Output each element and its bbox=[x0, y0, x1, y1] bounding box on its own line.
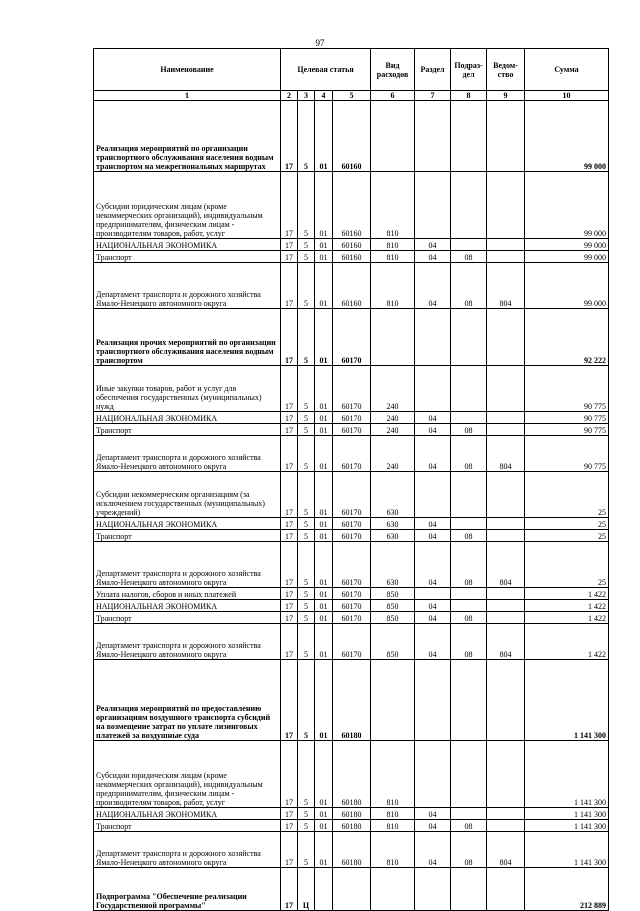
row-sum: 1 141 300 bbox=[525, 832, 609, 868]
row-code-rz: 04 bbox=[415, 518, 451, 530]
row-name: Транспорт bbox=[94, 530, 281, 542]
row-code-ved bbox=[487, 612, 525, 624]
row-code-c4: 60180 bbox=[333, 660, 371, 741]
row-code-rz: 04 bbox=[415, 263, 451, 309]
row-code-vr: 850 bbox=[371, 600, 415, 612]
row-sum: 25 bbox=[525, 472, 609, 518]
row-code-vr: 810 bbox=[371, 741, 415, 808]
row-code-rz: 04 bbox=[415, 808, 451, 820]
table-row bbox=[94, 101, 609, 172]
row-code-c2: 5 bbox=[298, 808, 315, 820]
table-row bbox=[94, 412, 609, 424]
header-sum: Сумма bbox=[525, 49, 609, 91]
row-code-c4: 60170 bbox=[333, 436, 371, 472]
row-code-ved bbox=[487, 808, 525, 820]
row-code-c1: 17 bbox=[281, 412, 298, 424]
row-code-rz: 04 bbox=[415, 424, 451, 436]
row-code-rz: 04 bbox=[415, 542, 451, 588]
row-code-c2: 5 bbox=[298, 309, 315, 366]
row-code-c4: 60170 bbox=[333, 612, 371, 624]
row-code-pr bbox=[451, 309, 487, 366]
row-code-c3: 01 bbox=[315, 472, 333, 518]
row-code-c4: 60170 bbox=[333, 588, 371, 600]
row-code-c4: 60180 bbox=[333, 820, 371, 832]
colnum: 9 bbox=[487, 91, 525, 101]
row-code-c2: 5 bbox=[298, 542, 315, 588]
row-code-c3: 01 bbox=[315, 309, 333, 366]
row-code-c4: 60160 bbox=[333, 263, 371, 309]
row-sum: 25 bbox=[525, 518, 609, 530]
row-code-c3: 01 bbox=[315, 366, 333, 412]
row-code-c3 bbox=[315, 868, 333, 911]
table-row bbox=[94, 588, 609, 600]
row-code-c1: 17 bbox=[281, 612, 298, 624]
table-row bbox=[94, 366, 609, 412]
row-code-pr bbox=[451, 808, 487, 820]
header-dept: Ведом-ство bbox=[487, 49, 525, 91]
row-code-ved bbox=[487, 660, 525, 741]
row-code-c4: 60160 bbox=[333, 101, 371, 172]
row-code-c3: 01 bbox=[315, 624, 333, 660]
row-code-c2: 5 bbox=[298, 366, 315, 412]
colnum: 1 bbox=[94, 91, 281, 101]
row-code-vr: 240 bbox=[371, 436, 415, 472]
row-code-ved bbox=[487, 518, 525, 530]
row-code-rz: 04 bbox=[415, 436, 451, 472]
row-code-c3: 01 bbox=[315, 263, 333, 309]
row-sum: 25 bbox=[525, 530, 609, 542]
row-code-pr: 08 bbox=[451, 820, 487, 832]
row-name: Уплата налогов, сборов и иных платежей bbox=[94, 588, 281, 600]
row-code-c1: 17 bbox=[281, 251, 298, 263]
table-row bbox=[94, 808, 609, 820]
column-number-row bbox=[94, 91, 609, 101]
row-code-c1: 17 bbox=[281, 263, 298, 309]
header-name: Наименование bbox=[94, 49, 281, 91]
row-code-c2: 5 bbox=[298, 832, 315, 868]
table-row bbox=[94, 741, 609, 808]
table-row bbox=[94, 424, 609, 436]
row-code-ved bbox=[487, 309, 525, 366]
colnum: 5 bbox=[333, 91, 371, 101]
row-code-vr: 630 bbox=[371, 518, 415, 530]
row-code-c2: 5 bbox=[298, 239, 315, 251]
row-code-rz bbox=[415, 309, 451, 366]
header-exp-type: Вид расходов bbox=[371, 49, 415, 91]
row-code-vr: 810 bbox=[371, 251, 415, 263]
row-code-c1: 17 bbox=[281, 820, 298, 832]
header-target: Целевая статья bbox=[281, 49, 371, 91]
row-name: НАЦИОНАЛЬНАЯ ЭКОНОМИКА bbox=[94, 239, 281, 251]
row-code-c1: 17 bbox=[281, 309, 298, 366]
table-row bbox=[94, 832, 609, 868]
table-row bbox=[94, 472, 609, 518]
row-code-c1: 17 bbox=[281, 868, 298, 911]
row-code-vr: 240 bbox=[371, 412, 415, 424]
row-code-ved bbox=[487, 412, 525, 424]
row-code-rz: 04 bbox=[415, 239, 451, 251]
colnum: 10 bbox=[525, 91, 609, 101]
row-code-rz: 04 bbox=[415, 251, 451, 263]
row-code-rz bbox=[415, 868, 451, 911]
row-code-rz bbox=[415, 588, 451, 600]
row-code-c1: 17 bbox=[281, 624, 298, 660]
row-code-c4: 60170 bbox=[333, 412, 371, 424]
row-code-c3: 01 bbox=[315, 808, 333, 820]
row-name: Субсидии юридическим лицам (кроме некоммерческих организаций), индивидуальным предпринимателям, физическим лицам - производителям товаров, работ, услуг bbox=[94, 741, 281, 808]
row-code-rz bbox=[415, 660, 451, 741]
row-code-c3: 01 bbox=[315, 239, 333, 251]
row-code-ved: 804 bbox=[487, 436, 525, 472]
row-code-c4: 60160 bbox=[333, 251, 371, 263]
row-code-c3: 01 bbox=[315, 101, 333, 172]
row-code-c1: 17 bbox=[281, 530, 298, 542]
row-name: Транспорт bbox=[94, 424, 281, 436]
row-code-c1: 17 bbox=[281, 366, 298, 412]
colnum: 6 bbox=[371, 91, 415, 101]
row-code-c2: 5 bbox=[298, 600, 315, 612]
row-code-vr bbox=[371, 101, 415, 172]
row-code-vr: 810 bbox=[371, 820, 415, 832]
table-row bbox=[94, 542, 609, 588]
row-code-ved: 804 bbox=[487, 542, 525, 588]
colnum: 3 bbox=[298, 91, 315, 101]
row-code-c1: 17 bbox=[281, 588, 298, 600]
row-code-rz: 04 bbox=[415, 820, 451, 832]
row-code-ved bbox=[487, 600, 525, 612]
table-row bbox=[94, 600, 609, 612]
row-code-c4: 60170 bbox=[333, 366, 371, 412]
row-code-vr: 810 bbox=[371, 808, 415, 820]
table-row bbox=[94, 239, 609, 251]
row-code-c1: 17 bbox=[281, 660, 298, 741]
row-code-pr bbox=[451, 366, 487, 412]
row-code-c1: 17 bbox=[281, 808, 298, 820]
row-name: Реализация прочих мероприятий по организации транспортного обслуживания населения водным транспортом bbox=[94, 309, 281, 366]
row-code-pr: 08 bbox=[451, 832, 487, 868]
row-code-ved: 804 bbox=[487, 263, 525, 309]
colnum: 8 bbox=[451, 91, 487, 101]
row-code-rz: 04 bbox=[415, 624, 451, 660]
row-code-vr: 240 bbox=[371, 424, 415, 436]
row-code-c3: 01 bbox=[315, 412, 333, 424]
row-code-c3: 01 bbox=[315, 832, 333, 868]
row-code-ved bbox=[487, 101, 525, 172]
row-code-ved bbox=[487, 251, 525, 263]
table-row bbox=[94, 530, 609, 542]
table-row bbox=[94, 660, 609, 741]
row-code-pr bbox=[451, 588, 487, 600]
row-code-c2: 5 bbox=[298, 820, 315, 832]
row-code-vr: 850 bbox=[371, 624, 415, 660]
colnum: 2 bbox=[281, 91, 298, 101]
row-code-c2: 5 bbox=[298, 588, 315, 600]
row-code-vr bbox=[371, 309, 415, 366]
row-name: Подпрограмма "Обеспечение реализации Государственной программы" bbox=[94, 868, 281, 911]
row-code-c3: 01 bbox=[315, 542, 333, 588]
row-name: Транспорт bbox=[94, 251, 281, 263]
row-code-c1: 17 bbox=[281, 518, 298, 530]
row-sum: 90 775 bbox=[525, 424, 609, 436]
row-code-c4: 60180 bbox=[333, 741, 371, 808]
row-sum: 92 222 bbox=[525, 309, 609, 366]
row-sum: 90 775 bbox=[525, 412, 609, 424]
row-code-c1: 17 bbox=[281, 424, 298, 436]
row-name: Транспорт bbox=[94, 820, 281, 832]
row-sum: 1 141 300 bbox=[525, 660, 609, 741]
row-code-rz bbox=[415, 366, 451, 412]
row-sum: 1 422 bbox=[525, 624, 609, 660]
row-code-ved: 804 bbox=[487, 832, 525, 868]
row-code-ved bbox=[487, 741, 525, 808]
row-name: Департамент транспорта и дорожного хозяйства Ямало-Ненецкого автономного округа bbox=[94, 436, 281, 472]
row-code-c1: 17 bbox=[281, 741, 298, 808]
table-row bbox=[94, 172, 609, 239]
table-row bbox=[94, 612, 609, 624]
row-code-rz bbox=[415, 472, 451, 518]
row-code-vr: 630 bbox=[371, 472, 415, 518]
row-code-c1: 17 bbox=[281, 542, 298, 588]
table-row bbox=[94, 263, 609, 309]
row-code-vr: 810 bbox=[371, 239, 415, 251]
table-row bbox=[94, 251, 609, 263]
row-name: НАЦИОНАЛЬНАЯ ЭКОНОМИКА bbox=[94, 600, 281, 612]
row-code-c4: 60180 bbox=[333, 832, 371, 868]
row-name: НАЦИОНАЛЬНАЯ ЭКОНОМИКА bbox=[94, 808, 281, 820]
row-code-c2: 5 bbox=[298, 624, 315, 660]
row-code-pr: 08 bbox=[451, 263, 487, 309]
page-number: 97 bbox=[315, 38, 325, 48]
row-code-vr bbox=[371, 868, 415, 911]
row-code-pr: 08 bbox=[451, 530, 487, 542]
row-name: Субсидии некоммерческим организациям (за исключением государственных (муниципальных) учреждений) bbox=[94, 472, 281, 518]
row-code-c2: 5 bbox=[298, 101, 315, 172]
row-name: НАЦИОНАЛЬНАЯ ЭКОНОМИКА bbox=[94, 518, 281, 530]
colnum: 4 bbox=[315, 91, 333, 101]
row-sum: 90 775 bbox=[525, 436, 609, 472]
row-name: Департамент транспорта и дорожного хозяйства Ямало-Ненецкого автономного округа bbox=[94, 832, 281, 868]
row-code-c2: 5 bbox=[298, 612, 315, 624]
row-code-c2: 5 bbox=[298, 412, 315, 424]
row-code-c4: 60170 bbox=[333, 424, 371, 436]
row-code-c1: 17 bbox=[281, 436, 298, 472]
row-code-pr bbox=[451, 600, 487, 612]
row-code-pr: 08 bbox=[451, 424, 487, 436]
row-sum: 99 000 bbox=[525, 172, 609, 239]
row-code-pr: 08 bbox=[451, 612, 487, 624]
row-code-c1: 17 bbox=[281, 101, 298, 172]
row-code-pr bbox=[451, 868, 487, 911]
row-code-c3: 01 bbox=[315, 424, 333, 436]
row-sum: 1 141 300 bbox=[525, 808, 609, 820]
row-name: Департамент транспорта и дорожного хозяйства Ямало-Ненецкого автономного округа bbox=[94, 624, 281, 660]
row-code-c4: 60170 bbox=[333, 472, 371, 518]
row-code-vr: 850 bbox=[371, 588, 415, 600]
row-code-c3: 01 bbox=[315, 600, 333, 612]
row-code-c4: 60170 bbox=[333, 518, 371, 530]
row-code-c4: 60170 bbox=[333, 542, 371, 588]
row-code-pr: 08 bbox=[451, 624, 487, 660]
row-code-ved bbox=[487, 366, 525, 412]
row-sum: 1 141 300 bbox=[525, 820, 609, 832]
row-code-pr bbox=[451, 472, 487, 518]
row-code-c2: 5 bbox=[298, 518, 315, 530]
row-code-c4 bbox=[333, 868, 371, 911]
row-code-pr bbox=[451, 741, 487, 808]
row-code-c4: 60170 bbox=[333, 624, 371, 660]
table-row bbox=[94, 868, 609, 911]
row-code-c2: Ц bbox=[298, 868, 315, 911]
row-name: Реализация мероприятий по предоставлению организациям воздушного транспорта субсидий на возмещение затрат по уплате лизинговых платежей за воздушные суда bbox=[94, 660, 281, 741]
header-row bbox=[94, 49, 609, 91]
budget-table bbox=[93, 48, 609, 911]
row-code-vr: 240 bbox=[371, 366, 415, 412]
row-code-vr: 810 bbox=[371, 172, 415, 239]
row-code-c2: 5 bbox=[298, 472, 315, 518]
row-code-rz: 04 bbox=[415, 832, 451, 868]
row-code-c4: 60170 bbox=[333, 530, 371, 542]
row-code-vr: 810 bbox=[371, 832, 415, 868]
row-code-c3: 01 bbox=[315, 518, 333, 530]
row-code-vr bbox=[371, 660, 415, 741]
header-subsection: Подраз-дел bbox=[451, 49, 487, 91]
table-body bbox=[94, 101, 609, 911]
row-code-c1: 17 bbox=[281, 832, 298, 868]
row-sum: 99 000 bbox=[525, 251, 609, 263]
row-code-ved bbox=[487, 868, 525, 911]
row-code-ved bbox=[487, 820, 525, 832]
row-sum: 212 889 bbox=[525, 868, 609, 911]
row-code-c3: 01 bbox=[315, 530, 333, 542]
row-code-rz: 04 bbox=[415, 412, 451, 424]
row-sum: 1 422 bbox=[525, 588, 609, 600]
row-code-rz: 04 bbox=[415, 600, 451, 612]
row-code-c1: 17 bbox=[281, 472, 298, 518]
row-code-c1: 17 bbox=[281, 600, 298, 612]
row-name: Субсидии юридическим лицам (кроме некоммерческих организаций), индивидуальным предпринимателям, физическим лицам - производителям товаров, работ, услуг bbox=[94, 172, 281, 239]
row-code-c4: 60160 bbox=[333, 172, 371, 239]
row-code-vr: 630 bbox=[371, 530, 415, 542]
row-sum: 90 775 bbox=[525, 366, 609, 412]
row-code-rz bbox=[415, 172, 451, 239]
table-row bbox=[94, 820, 609, 832]
row-sum: 99 000 bbox=[525, 263, 609, 309]
row-code-c2: 5 bbox=[298, 251, 315, 263]
row-code-c3: 01 bbox=[315, 612, 333, 624]
row-code-rz bbox=[415, 741, 451, 808]
row-name: Реализация мероприятий по организации транспортного обслуживания населения водным транспортом на межрегиональных маршрутах bbox=[94, 101, 281, 172]
row-sum: 99 000 bbox=[525, 239, 609, 251]
table-row bbox=[94, 436, 609, 472]
table-row bbox=[94, 624, 609, 660]
row-code-pr: 08 bbox=[451, 542, 487, 588]
row-code-ved: 804 bbox=[487, 624, 525, 660]
row-code-c2: 5 bbox=[298, 424, 315, 436]
row-code-ved bbox=[487, 588, 525, 600]
row-code-c2: 5 bbox=[298, 263, 315, 309]
row-code-c1: 17 bbox=[281, 239, 298, 251]
row-code-pr bbox=[451, 101, 487, 172]
row-code-vr: 810 bbox=[371, 263, 415, 309]
row-code-c3: 01 bbox=[315, 251, 333, 263]
row-code-ved bbox=[487, 530, 525, 542]
row-code-c2: 5 bbox=[298, 741, 315, 808]
row-sum: 25 bbox=[525, 542, 609, 588]
row-code-pr: 08 bbox=[451, 436, 487, 472]
row-name: Транспорт bbox=[94, 612, 281, 624]
row-code-pr bbox=[451, 172, 487, 239]
row-code-ved bbox=[487, 472, 525, 518]
row-code-c2: 5 bbox=[298, 660, 315, 741]
row-code-c3: 01 bbox=[315, 172, 333, 239]
row-code-c3: 01 bbox=[315, 436, 333, 472]
row-code-c1: 17 bbox=[281, 172, 298, 239]
row-code-pr bbox=[451, 518, 487, 530]
table-row bbox=[94, 518, 609, 530]
row-code-c2: 5 bbox=[298, 436, 315, 472]
row-code-c3: 01 bbox=[315, 588, 333, 600]
row-code-ved bbox=[487, 424, 525, 436]
row-name: Департамент транспорта и дорожного хозяйства Ямало-Ненецкого автономного округа bbox=[94, 263, 281, 309]
row-code-c3: 01 bbox=[315, 820, 333, 832]
row-code-c4: 60170 bbox=[333, 309, 371, 366]
row-code-ved bbox=[487, 239, 525, 251]
row-code-pr bbox=[451, 412, 487, 424]
row-code-vr: 630 bbox=[371, 542, 415, 588]
row-code-c2: 5 bbox=[298, 530, 315, 542]
row-sum: 99 000 bbox=[525, 101, 609, 172]
row-code-rz bbox=[415, 101, 451, 172]
row-name: Иные закупки товаров, работ и услуг для обеспечения государственных (муниципальных) нужд bbox=[94, 366, 281, 412]
colnum: 7 bbox=[415, 91, 451, 101]
row-sum: 1 141 300 bbox=[525, 741, 609, 808]
row-code-c2: 5 bbox=[298, 172, 315, 239]
row-code-rz: 04 bbox=[415, 530, 451, 542]
row-sum: 1 422 bbox=[525, 612, 609, 624]
row-name: НАЦИОНАЛЬНАЯ ЭКОНОМИКА bbox=[94, 412, 281, 424]
row-code-c4: 60180 bbox=[333, 808, 371, 820]
header-section: Раздел bbox=[415, 49, 451, 91]
row-code-c3: 01 bbox=[315, 741, 333, 808]
table-row bbox=[94, 309, 609, 366]
row-code-ved bbox=[487, 172, 525, 239]
row-code-rz: 04 bbox=[415, 612, 451, 624]
row-code-pr: 08 bbox=[451, 251, 487, 263]
row-code-vr: 850 bbox=[371, 612, 415, 624]
row-sum: 1 422 bbox=[525, 600, 609, 612]
row-code-pr bbox=[451, 660, 487, 741]
row-code-c4: 60160 bbox=[333, 239, 371, 251]
row-name: Департамент транспорта и дорожного хозяйства Ямало-Ненецкого автономного округа bbox=[94, 542, 281, 588]
row-code-c3: 01 bbox=[315, 660, 333, 741]
row-code-pr bbox=[451, 239, 487, 251]
row-code-c4: 60170 bbox=[333, 600, 371, 612]
